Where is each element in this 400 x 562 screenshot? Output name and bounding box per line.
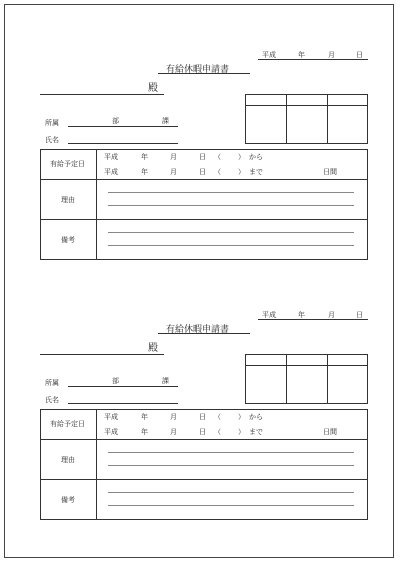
from-text: から <box>249 413 263 421</box>
until-era: 平成 <box>104 428 118 436</box>
form-title: 有給休暇申請書 <box>166 325 230 335</box>
until-paren-open: （ <box>214 168 221 176</box>
from-era: 平成 <box>104 413 118 421</box>
dept-line <box>68 126 178 127</box>
dept-label: 所属 <box>45 119 59 127</box>
section-unit: 課 <box>162 377 169 385</box>
reason-line-1 <box>108 452 354 453</box>
days-text: 日間 <box>323 428 337 436</box>
table-row-divider-2 <box>40 219 368 220</box>
date-month: 月 <box>328 311 335 319</box>
title-underline <box>158 73 250 74</box>
from-month: 月 <box>170 153 177 161</box>
stamp-divider-2 <box>327 354 328 404</box>
date-underline <box>258 59 368 60</box>
from-year: 年 <box>141 153 148 161</box>
until-year: 年 <box>141 428 148 436</box>
from-month: 月 <box>170 413 177 421</box>
dept-unit: 部 <box>112 117 119 125</box>
leave-form-2 <box>0 260 400 504</box>
addressee-suffix: 殿 <box>148 343 158 354</box>
from-paren-close: ） <box>238 413 245 421</box>
remarks-line-2 <box>108 245 354 246</box>
stamp-divider-1 <box>286 354 287 404</box>
form-title: 有給休暇申請書 <box>166 65 230 75</box>
from-day: 日 <box>199 413 206 421</box>
reason-label: 理由 <box>61 456 75 464</box>
date-underline <box>258 319 368 320</box>
until-year: 年 <box>141 168 148 176</box>
approval-stamp-box <box>245 94 368 144</box>
remarks-line-1 <box>108 492 354 493</box>
dept-unit: 部 <box>112 377 119 385</box>
until-text: まで <box>249 428 263 436</box>
addressee-line <box>40 94 164 95</box>
stamp-divider-2 <box>327 94 328 144</box>
date-year: 年 <box>298 311 305 319</box>
until-day: 日 <box>199 168 206 176</box>
remarks-label: 備考 <box>61 236 75 244</box>
dept-label: 所属 <box>45 379 59 387</box>
date-era: 平成 <box>262 51 276 59</box>
until-month: 月 <box>170 428 177 436</box>
until-paren-close: ） <box>238 168 245 176</box>
scheduled-date-label: 有給予定日 <box>50 160 85 168</box>
dept-line <box>68 386 178 387</box>
addressee-line <box>40 354 164 355</box>
from-text: から <box>249 153 263 161</box>
until-paren-close: ） <box>238 428 245 436</box>
table-label-column <box>96 149 97 260</box>
date-day: 日 <box>356 311 363 319</box>
leave-form-1 <box>0 0 400 244</box>
from-era: 平成 <box>104 153 118 161</box>
days-text: 日間 <box>323 168 337 176</box>
date-era: 平成 <box>262 311 276 319</box>
reason-line-1 <box>108 192 354 193</box>
from-day: 日 <box>199 153 206 161</box>
until-text: まで <box>249 168 263 176</box>
until-month: 月 <box>170 168 177 176</box>
name-line <box>68 403 178 404</box>
until-era: 平成 <box>104 168 118 176</box>
table-row-divider-1 <box>40 179 368 180</box>
reason-line-2 <box>108 465 354 466</box>
name-label: 氏名 <box>45 396 59 404</box>
date-month: 月 <box>328 51 335 59</box>
stamp-divider-1 <box>286 94 287 144</box>
scheduled-date-label: 有給予定日 <box>50 420 85 428</box>
from-paren-close: ） <box>238 153 245 161</box>
name-line <box>68 143 178 144</box>
remarks-line-1 <box>108 232 354 233</box>
from-year: 年 <box>141 413 148 421</box>
table-row-divider-2 <box>40 479 368 480</box>
date-day: 日 <box>356 51 363 59</box>
addressee-suffix: 殿 <box>148 83 158 94</box>
stamp-header-line <box>245 105 368 106</box>
table-label-column <box>96 409 97 520</box>
reason-label: 理由 <box>61 196 75 204</box>
stamp-header-line <box>245 365 368 366</box>
section-unit: 課 <box>162 117 169 125</box>
remarks-label: 備考 <box>61 496 75 504</box>
table-row-divider-1 <box>40 439 368 440</box>
reason-line-2 <box>108 205 354 206</box>
from-paren-open: （ <box>214 413 221 421</box>
until-day: 日 <box>199 428 206 436</box>
title-underline <box>158 333 250 334</box>
name-label: 氏名 <box>45 136 59 144</box>
approval-stamp-box <box>245 354 368 404</box>
until-paren-open: （ <box>214 428 221 436</box>
from-paren-open: （ <box>214 153 221 161</box>
date-year: 年 <box>298 51 305 59</box>
remarks-line-2 <box>108 505 354 506</box>
